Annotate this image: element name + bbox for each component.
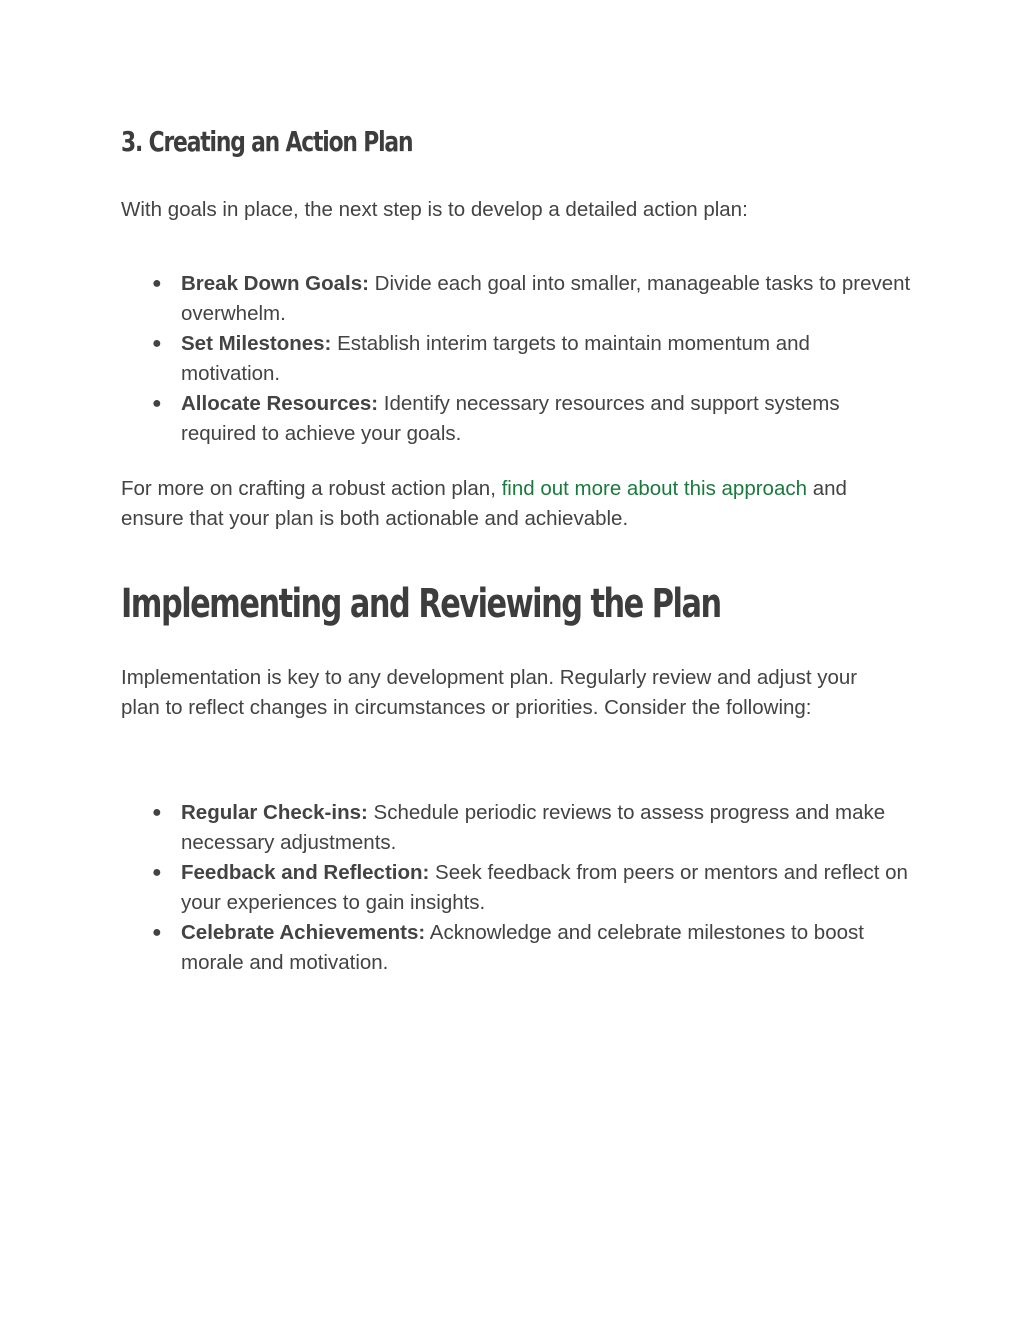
action-plan-list <box>121 269 911 449</box>
bullet-icon: ● <box>152 275 162 292</box>
bullet-icon: ● <box>152 335 162 352</box>
list-item <box>121 918 911 978</box>
list-item-text: Seek feedback from peers or mentors and reflect on your experiences to gain insights. <box>181 861 908 914</box>
implementing-list <box>121 798 911 978</box>
list-item <box>121 269 911 329</box>
list-item-text: Establish interim targets to maintain momentum and motivation. <box>181 332 810 385</box>
list-item <box>121 858 911 918</box>
list-item-label: Feedback and Reflection: <box>181 861 430 884</box>
list-item-label: Break Down Goals: <box>181 272 369 295</box>
list-item-label: Celebrate Achievements: <box>181 921 426 944</box>
bullet-icon: ● <box>152 804 162 821</box>
bullet-icon: ● <box>152 395 162 412</box>
list-item-text: Identify necessary resources and support systems required to achieve your goals. <box>181 392 840 445</box>
list-item-text: Divide each goal into smaller, manageable tasks to prevent overwhelm. <box>181 272 911 325</box>
section-heading-action-plan: 3. Creating an Action Plan <box>121 125 413 158</box>
list-item-text: Schedule periodic reviews to assess progress and make necessary adjustments. <box>181 801 886 854</box>
approach-link[interactable]: find out more about this approach <box>501 477 808 500</box>
action-plan-outro <box>121 474 891 534</box>
list-item <box>121 798 911 858</box>
list-item-label: Allocate Resources: <box>181 392 379 415</box>
implementing-intro: Implementation is key to any development plan. Regularly review and adjust your plan to reflect changes in circumstances or priorities. Consider the following: <box>121 666 858 719</box>
outro-text-before: For more on crafting a robust action plan, <box>121 477 502 500</box>
action-plan-intro: With goals in place, the next step is to develop a detailed action plan: <box>121 198 748 221</box>
list-item-label: Regular Check-ins: <box>181 801 368 824</box>
outro-text-after: and ensure that your plan is both actionable and achievable. <box>121 477 847 530</box>
section-heading-implementing: Implementing and Reviewing the Plan <box>121 581 721 627</box>
bullet-icon: ● <box>152 924 162 941</box>
list-item-text: Acknowledge and celebrate milestones to boost morale and motivation. <box>181 921 864 974</box>
list-item <box>121 389 911 449</box>
list-item-label: Set Milestones: <box>181 332 332 355</box>
bullet-icon: ● <box>152 864 162 881</box>
list-item <box>121 329 911 389</box>
